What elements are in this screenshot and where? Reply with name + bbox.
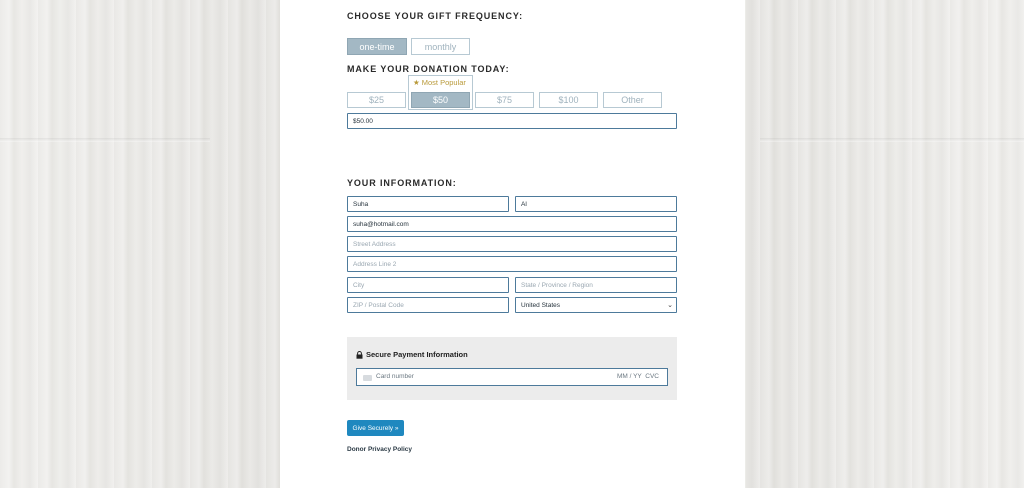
frequency-monthly-button[interactable]: monthly (411, 38, 470, 55)
information-heading: YOUR INFORMATION: (347, 178, 457, 188)
expiry-cvc-placeholder: MM / YY CVC (616, 373, 659, 380)
star-icon: ★ (413, 78, 420, 87)
first-name-value: Suha (353, 200, 369, 208)
city-field[interactable] (347, 277, 509, 293)
background-seam (0, 138, 210, 142)
payment-heading: Secure Payment Information (366, 350, 468, 359)
email-field[interactable] (347, 216, 677, 232)
frequency-one-time-button[interactable]: one-time (347, 38, 407, 55)
frequency-heading: CHOOSE YOUR GIFT FREQUENCY: (347, 11, 523, 21)
background-left (0, 0, 280, 488)
amount-value: $50.00 (353, 117, 373, 125)
first-name-field[interactable] (347, 196, 509, 212)
zip-field[interactable] (347, 297, 509, 313)
amount-other-button[interactable]: Other (603, 92, 662, 108)
country-value: United States (521, 301, 561, 309)
street-address-field[interactable] (347, 236, 677, 252)
amount-100-button[interactable]: $100 (539, 92, 598, 108)
amount-75-button[interactable]: $75 (475, 92, 534, 108)
donor-privacy-policy-link[interactable]: Donor Privacy Policy (347, 446, 413, 453)
amount-25-button[interactable]: $25 (347, 92, 406, 108)
card-number-placeholder: Card number (376, 373, 414, 380)
address-line-2-placeholder: Address Line 2 (353, 260, 397, 268)
state-field[interactable] (515, 277, 677, 293)
amount-input[interactable] (347, 113, 677, 129)
state-placeholder: State / Province / Region (521, 281, 593, 289)
city-placeholder: City (353, 281, 365, 289)
email-value: suha@hotmail.com (353, 220, 409, 228)
give-securely-button[interactable]: Give Securely » (347, 420, 404, 436)
lock-icon (356, 351, 363, 359)
amount-50-button[interactable]: $50 (411, 92, 470, 108)
street-address-placeholder: Street Address (353, 240, 396, 248)
donation-heading: MAKE YOUR DONATION TODAY: (347, 64, 510, 74)
country-select[interactable] (515, 297, 677, 313)
payment-heading-row (356, 350, 468, 359)
most-popular-label: Most Popular (421, 78, 466, 87)
credit-card-icon (363, 375, 372, 381)
background-seam (760, 138, 1024, 142)
chevron-down-icon: ⌄ (667, 302, 673, 309)
zip-placeholder: ZIP / Postal Code (353, 301, 404, 309)
last-name-field[interactable] (515, 196, 677, 212)
background-right (746, 0, 1024, 488)
most-popular-badge (413, 78, 466, 87)
address-line-2-field[interactable] (347, 256, 677, 272)
last-name-value: Al (521, 200, 527, 208)
card-input[interactable] (356, 368, 668, 386)
